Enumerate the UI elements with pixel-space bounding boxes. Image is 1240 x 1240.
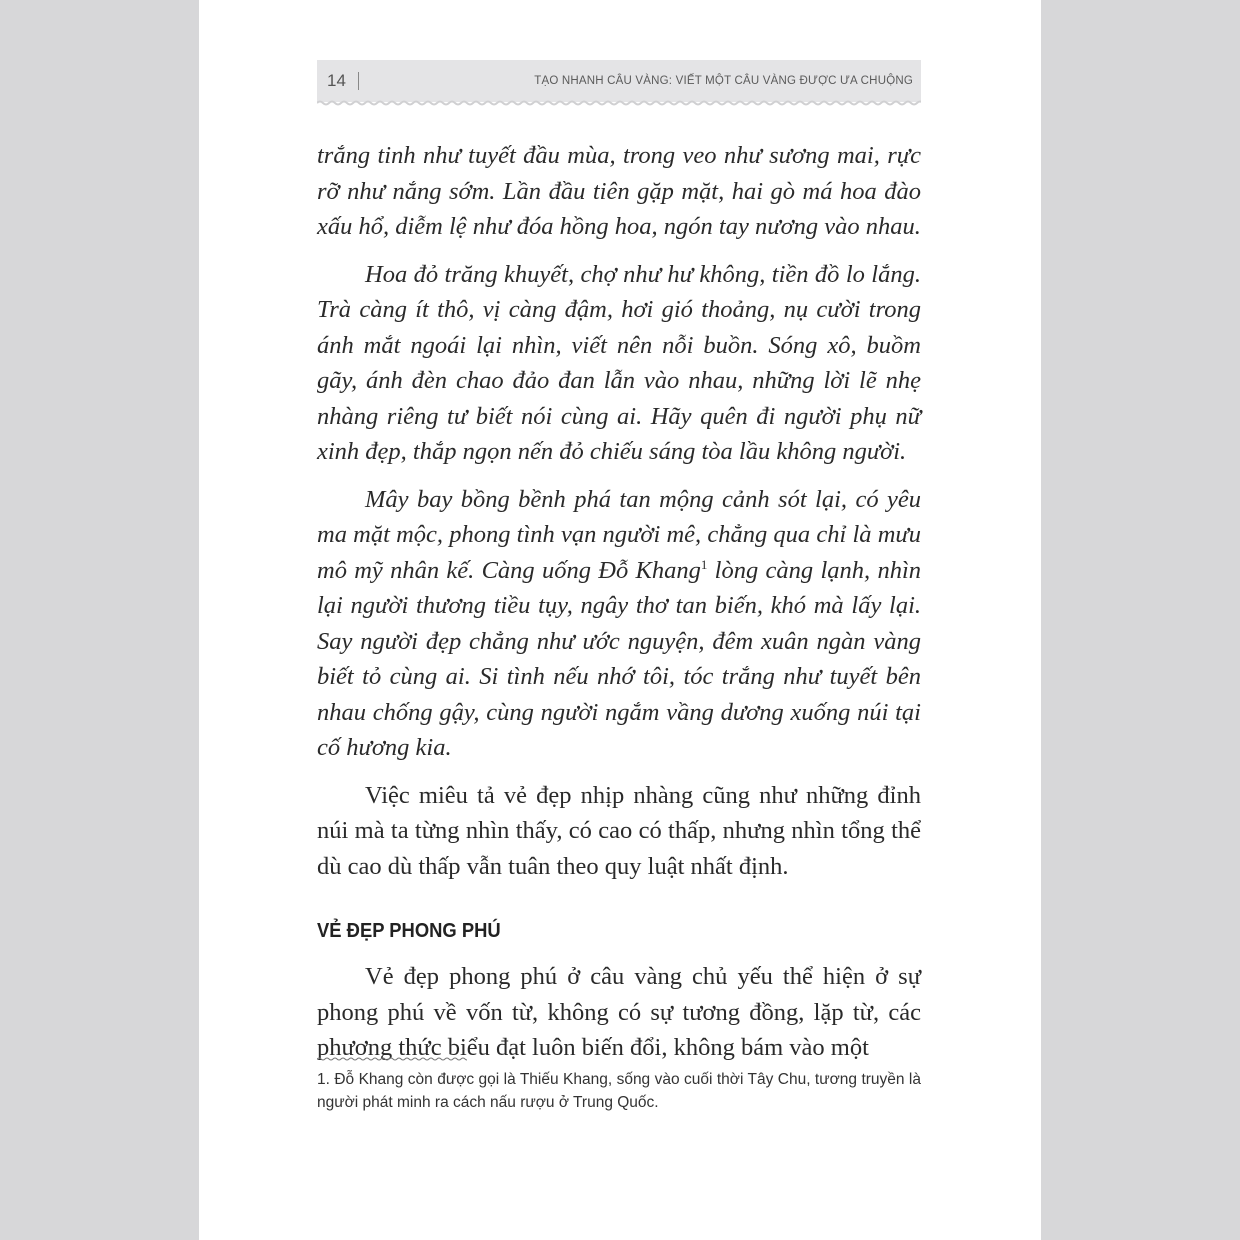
- header-separator: [358, 72, 359, 90]
- italic-paragraph-text: lòng càng lạnh, nhìn lại người thương tiều tụy, ngây thơ tan biến, khó mà lấy lại. Say người đẹp chẳng như ước nguyện, đêm xuân ngàn vàng biết tỏ cùng ai. Si tình nếu nhớ tôi, tóc trắng như tuyết bên nhau chống gậy, cùng người ngắm vầng dương xuống núi tại cố hương kia.: [317, 556, 921, 761]
- footnote-divider: [317, 1056, 467, 1064]
- italic-paragraph: [317, 482, 921, 766]
- book-page: [199, 0, 1041, 1240]
- page-number: 14: [327, 71, 346, 90]
- running-head: [317, 60, 921, 102]
- italic-quote-block: [317, 138, 921, 766]
- italic-paragraph: Hoa đỏ trăng khuyết, chợ như hư không, tiền đồ lo lắng. Trà càng ít thô, vị càng đậm, hơi gió thoảng, nụ cười trong ánh mắt ngoái lại nhìn, viết nên nỗi buồn. Sóng xô, buồm gãy, ánh đèn chao đảo đan lẫn vào nhau, những lời lẽ nhẹ nhàng riêng tư biết nói cùng ai. Hãy quên đi người phụ nữ xinh đẹp, thắp ngọn nến đỏ chiếu sáng tòa lầu không người.: [317, 260, 921, 465]
- italic-paragraph-text: Mây bay bồng bềnh phá tan mộng cảnh sót lại, có yêu ma mặt mộc, phong tình vạn người mê, chẳng qua chỉ là mưu mô mỹ nhân kế. Càng uống Đỗ Khang: [317, 485, 921, 584]
- running-head-title: TẠO NHANH CÂU VÀNG: VIẾT MỘT CÂU VÀNG ĐƯỢC ƯA CHUỘNG: [534, 75, 913, 87]
- wavy-header-border: [317, 100, 921, 106]
- footnote: 1. Đỗ Khang còn được gọi là Thiếu Khang, sống vào cuối thời Tây Chu, tương truyền là người phát minh ra cách nấu rượu ở Trung Quốc.: [317, 1071, 921, 1111]
- body-paragraph: Vẻ đẹp phong phú ở câu vàng chủ yếu thể hiện ở sự phong phú về vốn từ, không có sự tương đồng, lặp từ, các phương thức biểu đạt luôn biến đổi, không bám vào một: [317, 963, 921, 1061]
- section-heading: VẺ ĐẸP PHONG PHÚ: [317, 920, 501, 942]
- italic-paragraph: trắng tinh như tuyết đầu mùa, trong veo như sương mai, rực rỡ như nắng sớm. Lần đầu tiên gặp mặt, hai gò má hoa đào xấu hổ, diễm lệ như đóa hồng hoa, ngón tay nương vào nhau.: [317, 142, 921, 240]
- body-text: [317, 138, 921, 1066]
- footnote-reference: 1: [700, 556, 708, 572]
- body-paragraph: Việc miêu tả vẻ đẹp nhịp nhàng cũng như những đỉnh núi mà ta từng nhìn thấy, có cao có thấp, nhưng nhìn tổng thể dù cao dù thấp vẫn tuân theo quy luật nhất định.: [317, 781, 921, 880]
